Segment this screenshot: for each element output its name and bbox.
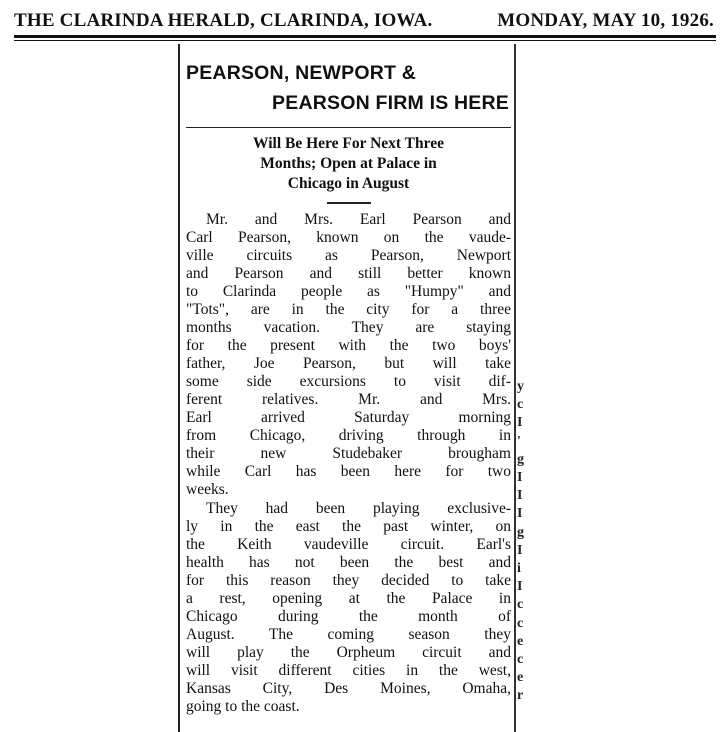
masthead-rule-thin <box>14 40 716 41</box>
body-line: father, Joe Pearson, but will take <box>186 355 511 372</box>
body-line: for the present with the two boys' <box>186 337 511 354</box>
newspaper-name: THE CLARINDA HERALD, CLARINDA, IOWA. <box>14 10 433 31</box>
body-line: and Pearson and still better known <box>186 265 511 282</box>
body-line: will play the Orpheum circuit and <box>186 644 511 661</box>
fragment-char: I <box>517 506 523 522</box>
headline-line: PEARSON, NEWPORT & <box>186 62 417 84</box>
body-line: will visit different cities in the west, <box>186 662 511 679</box>
masthead <box>14 8 714 34</box>
fragment-char: g <box>517 524 524 540</box>
body-line: ferent relatives. Mr. and Mrs. <box>186 391 511 408</box>
fragment-char: c <box>517 397 524 413</box>
article-headline <box>186 58 511 118</box>
body-line: going to the coast. <box>186 698 300 715</box>
body-line: ly in the east the past winter, on <box>186 518 511 535</box>
body-line: Chicago during the month of <box>186 608 511 625</box>
body-line: while Carl has been here for two <box>186 463 511 480</box>
body-line: months vacation. They are staying <box>186 319 511 336</box>
fragment-char: I <box>517 470 523 486</box>
fragment-char: y <box>517 379 524 394</box>
fragment-char: I <box>517 579 523 595</box>
body-line: weeks. <box>186 481 229 498</box>
article-paragraph <box>186 211 511 499</box>
body-line: a rest, opening at the Palace in <box>186 590 511 607</box>
body-line: "Tots", are in the city for a three <box>186 301 511 318</box>
body-line: Kansas City, Des Moines, Omaha, <box>186 680 511 697</box>
fragment-char: e <box>517 633 524 649</box>
body-line: Mr. and Mrs. Earl Pearson and <box>206 211 511 228</box>
fragment-char: g <box>517 451 524 467</box>
news-article <box>186 58 511 716</box>
adjacent-column-fragments <box>517 378 531 706</box>
fragment-char: I <box>517 415 523 431</box>
deck-divider <box>327 202 371 204</box>
column-rule-left <box>178 44 180 732</box>
fragment-char: I <box>517 542 523 558</box>
body-line: They had been playing exclusive- <box>206 500 511 517</box>
article-deck <box>186 134 511 194</box>
fragment-char: ' <box>517 433 521 449</box>
fragment-char: c <box>517 615 524 631</box>
fragment-char: i <box>517 561 521 577</box>
fragment-char: c <box>517 597 524 613</box>
body-line: for this reason they decided to take <box>186 572 511 589</box>
issue-date: MONDAY, MAY 10, 1926. <box>497 10 714 31</box>
body-line: their new Studebaker brougham <box>186 445 511 462</box>
body-line: the Keith vaudeville circuit. Earl's <box>186 536 511 553</box>
fragment-char: I <box>517 488 523 504</box>
headline-line: PEARSON FIRM IS HERE <box>272 92 509 114</box>
column-rule-right <box>514 44 516 732</box>
body-line: to Clarinda people as "Humpy" and <box>186 283 511 300</box>
deck-line: Chicago in August <box>287 175 410 192</box>
body-line: August. The coming season they <box>186 626 511 643</box>
headline-rule <box>186 127 511 128</box>
fragment-char: c <box>517 652 524 668</box>
body-line: some side excursions to visit dif- <box>186 373 511 390</box>
deck-line: Months; Open at Palace in <box>260 155 437 172</box>
body-line: health has not been the best and <box>186 554 511 571</box>
body-line: Earl arrived Saturday morning <box>186 409 511 426</box>
masthead-rule-thick <box>14 35 716 38</box>
body-line: from Chicago, driving through in <box>186 427 511 444</box>
deck-line: Will Be Here For Next Three <box>253 135 444 152</box>
article-paragraph <box>186 500 511 716</box>
fragment-char: r <box>517 688 524 704</box>
body-line: ville circuits as Pearson, Newport <box>186 247 511 264</box>
article-body <box>186 211 511 716</box>
body-line: Carl Pearson, known on the vaude- <box>186 229 511 246</box>
fragment-char: e <box>517 670 524 686</box>
